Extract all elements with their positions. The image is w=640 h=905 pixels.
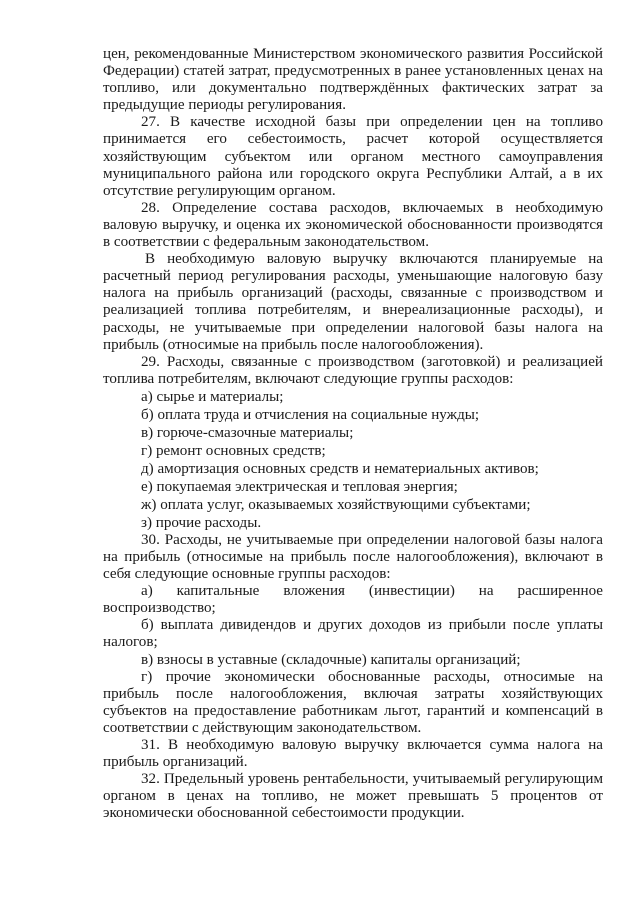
paragraph-29: 29. Расходы, связанные с производством (заготовкой) и реализацией топлива потребителям, включают следующие группы расходов: <box>103 353 603 387</box>
list-item-29-g: г) ремонт основных средств; <box>141 442 326 459</box>
paragraph-28: 28. Определение состава расходов, включаемых в необходимую валовую выручку, и оценка их экономической обоснованности производятся в соответствии с федеральным законодательством. <box>103 199 603 251</box>
paragraph-32: 32. Предельный уровень рентабельности, учитываемый регулирующим органом в ценах на топливо, не может превышать 5 процентов от экономически обоснованной себестоимости продукции. <box>103 771 603 822</box>
list-item-30-a: а) капитальные вложения (инвестиции) на расширенное воспроизводство; <box>103 583 603 617</box>
paragraph-31: 31. В необходимую валовую выручку включается сумма налога на прибыль организаций. <box>103 737 603 771</box>
list-item-30-g: г) прочие экономически обоснованные расходы, относимые на прибыль после налогообложения, включая затраты хозяйствующих субъектов на предоставление работникам льгот, гарантий и компенсаций в соответствии с действующим законодательством. <box>103 668 603 736</box>
paragraph-30: 30. Расходы, не учитываемые при определении налоговой базы налога на прибыль (относимые на прибыль после налогообложения), включают в себя следующие основные группы расходов: <box>103 531 603 583</box>
document-body <box>103 46 603 822</box>
list-item-30-v: в) взносы в уставные (складочные) капиталы организаций; <box>141 651 521 668</box>
paragraph-28-revenue: В необходимую валовую выручку включаются планируемые на расчетный период регулирования расходы, уменьшающие налоговую базу налога на прибыль организаций (расходы, связанные с производством и реализацией топлива потребителям, и внереализационные расходы), и расходы, не учитываемые при определении налоговой базы налога на прибыль (относимые на прибыль после налогообложения). <box>103 251 603 353</box>
list-item-30-b: б) выплата дивидендов и других доходов из прибыли после уплаты налогов; <box>103 617 603 651</box>
paragraph-27: 27. В качестве исходной базы при определении цен на топливо принимается его себестоимость, расчет которой осуществляется хозяйствующим субъектом или органом местного самоуправления муниципального района или городского округа Республики Алтай, а в их отсутствие регулирующим органом. <box>103 114 603 199</box>
list-item-29-b: б) оплата труда и отчисления на социальные нужды; <box>141 406 480 423</box>
list-item-29-e: е) покупаемая электрическая и тепловая энергия; <box>141 478 458 495</box>
list-item-29-z: з) прочие расходы. <box>141 514 262 531</box>
list-item-29-a: а) сырье и материалы; <box>141 388 284 405</box>
list-item-29-d: д) амортизация основных средств и нематериальных активов; <box>141 460 539 477</box>
paragraph-continuation: цен, рекомендованные Министерством экономического развития Российской Федерации) статей затрат, предусмотренных в ранее установленных ценах на топливо, или документально подтверждённых фактических затрат за предыдущие периоды регулирования. <box>103 46 603 114</box>
list-item-29-v: в) горюче-смазочные материалы; <box>141 424 354 441</box>
list-item-29-zh: ж) оплата услуг, оказываемых хозяйствующими субъектами; <box>141 496 531 513</box>
